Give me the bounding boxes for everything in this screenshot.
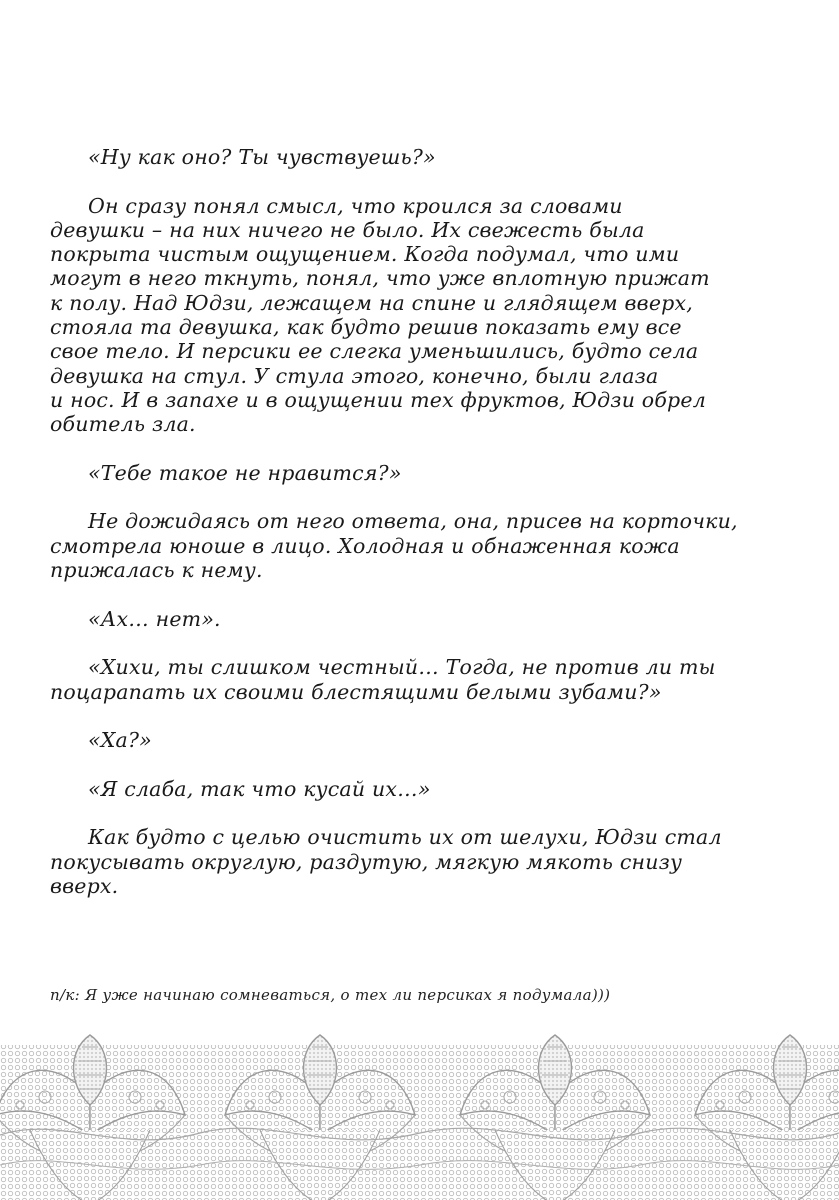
text-line: свое тело. И персики ее слегка уменьшились, будто села bbox=[50, 339, 699, 364]
paragraph bbox=[50, 509, 790, 582]
text-line: могут в него ткнуть, понял, что уже вплотную прижат bbox=[50, 266, 710, 291]
paragraph bbox=[50, 728, 790, 752]
paragraph bbox=[50, 194, 790, 437]
text-line: покусывать округлую, раздутую, мягкую мякоть снизу bbox=[50, 849, 683, 874]
paragraph bbox=[50, 607, 790, 631]
text-line: и нос. И в запахе и в ощущении тех фруктов, Юдзи обрел bbox=[50, 387, 706, 412]
paragraph bbox=[50, 655, 790, 704]
text-line: «Ха?» bbox=[88, 728, 152, 753]
paragraph bbox=[50, 145, 790, 169]
text-line: «Ах… нет». bbox=[88, 606, 221, 631]
text-line: обитель зла. bbox=[50, 412, 196, 437]
text-line: «Я слаба, так что кусай их…» bbox=[88, 776, 431, 801]
story-text bbox=[50, 145, 790, 923]
text-line: девушки – на них ничего не было. Их свежесть была bbox=[50, 217, 645, 242]
text-line: смотрела юноше в лицо. Холодная и обнаженная кожа bbox=[50, 533, 680, 558]
text-line: Как будто с целью очистить их от шелухи, Юдзи стал bbox=[88, 825, 722, 850]
text-line: Не дожидаясь от него ответа, она, присев на корточки, bbox=[88, 509, 738, 534]
text-line: к полу. Над Юдзи, лежащем на спине и глядящем вверх, bbox=[50, 290, 693, 315]
text-line: «Тебе такое не нравится?» bbox=[88, 460, 402, 485]
text-line: «Ну как оно? Ты чувствуешь?» bbox=[88, 145, 436, 169]
text-line: девушка на стул. У стула этого, конечно, были глаза bbox=[50, 363, 659, 388]
text-line: вверх. bbox=[50, 873, 119, 898]
text-line: покрыта чистым ощущением. Когда подумал, что ими bbox=[50, 242, 680, 267]
translator-note: п/к: Я уже начинаю сомневаться, о тех ли персиках я подумала))) bbox=[50, 986, 611, 1004]
text-line: Он сразу понял смысл, что кроился за словами bbox=[88, 193, 623, 218]
paragraph bbox=[50, 461, 790, 485]
paragraph bbox=[50, 777, 790, 801]
text-line: «Хихи, ты слишком честный… Тогда, не против ли ты bbox=[88, 655, 716, 680]
text-line: поцарапать их своими блестящими белыми зубами?» bbox=[50, 679, 662, 704]
lace-border-decoration bbox=[0, 1015, 839, 1200]
text-line: стояла та девушка, как будто решив показать ему все bbox=[50, 315, 682, 340]
text-line: прижалась к нему. bbox=[50, 558, 263, 583]
paragraph bbox=[50, 825, 790, 898]
